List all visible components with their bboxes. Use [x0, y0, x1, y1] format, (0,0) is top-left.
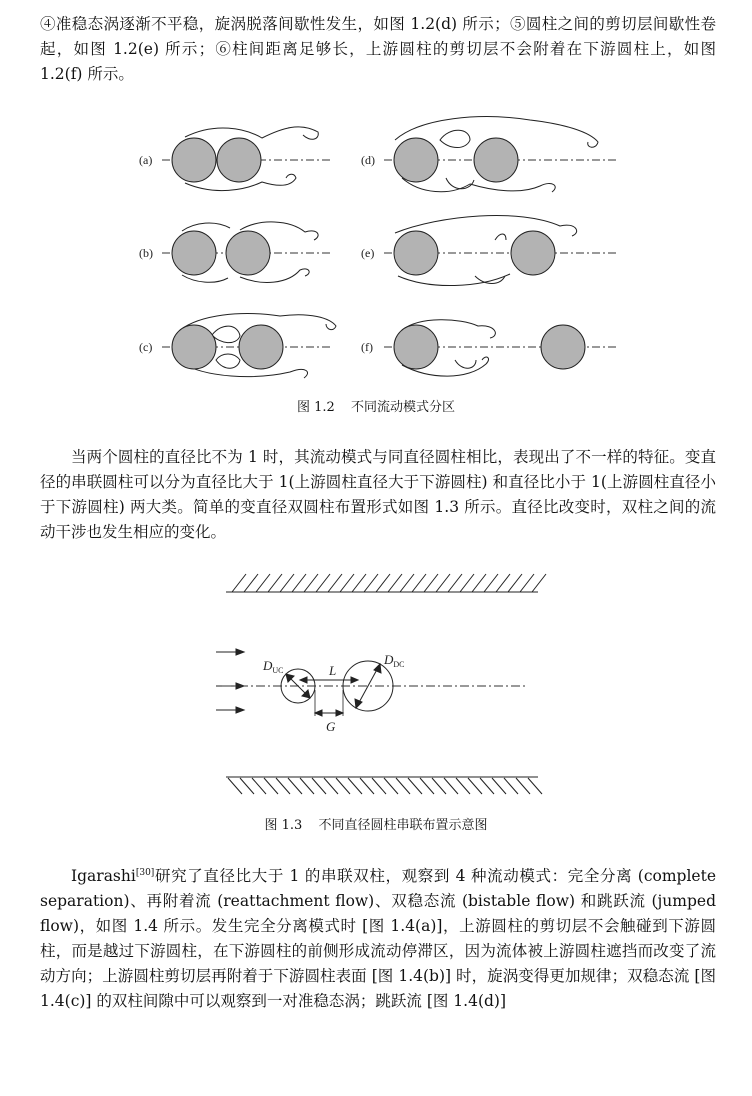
author-name: Igarashi: [71, 867, 136, 885]
figure-1-2-caption-number: 图 1.2: [297, 400, 335, 415]
panel-label-a: (a): [139, 153, 153, 167]
panel-label-d: (d): [361, 153, 375, 167]
figure-1-3-tandem-cylinders-diagram: [0, 570, 752, 805]
figure-1-3-caption-text: 不同直径圆柱串联布置示意图: [318, 818, 488, 833]
label-d-uc: $D_{UC}$: [263, 658, 284, 675]
paragraph-diameter-ratio: 当两个圆柱的直径比不为 1 时，其流动模式与同直径圆柱相比，表现出了不一样的特征。变直径的串联圆柱可以分为直径比大于 1(上游圆柱直径大于下游圆柱) 和直径比小于 1(上游圆柱直径小于下游圆柱) 两大类。简单的变直径双圆柱布置形式如图 1.3 所示。直径比改变时，双柱之间的流动干涉也发生相应的变化。: [40, 448, 716, 541]
figure-1-2-cylinders: [172, 138, 585, 369]
figure-1-2-flow-modes: [0, 110, 752, 390]
channel-walls: [226, 574, 546, 794]
figure-1-3-caption: [0, 817, 752, 835]
citation-30[interactable]: [30]: [135, 867, 155, 878]
label-d-dc: $D_{DC}$: [384, 652, 405, 669]
figure-1-2-caption: [0, 399, 752, 417]
figure-1-3-caption-number: 图 1.3: [264, 818, 303, 833]
paragraph-flow-modes-continued: ④准稳态涡逐渐不平稳，旋涡脱落间歇性发生，如图 1.2(d) 所示；⑤圆柱之间的剪切层间歇性卷起，如图 1.2(e) 所示；⑥柱间距离足够长，上游圆柱的剪切层不会附着在下游圆柱上，如图 1.2(f) 所示。: [40, 15, 716, 83]
paragraph-igarashi-text: 研究了直径比大于 1 的串联双柱，观察到 4 种流动模式：完全分离 (complete separation)、再附着流 (reattachment flow)、双稳态流 (bistable flow) 和跳跃流 (jumped flow)，如图 1.4 所示。发生完全分离模式时 [图 1.4(a)]，上游圆柱的剪切层不会触碰到下游圆柱，而是越过下游圆柱，在下游圆柱的前侧形成流动停滞区，因为流体被上游圆柱遮挡而改变了流动方向；上游圆柱剪切层再附着于下游圆柱表面 [图 1.4(b)] 时，旋涡变得更加规律；双稳态流 [图 1.4(c)] 的双柱间隙中可以观察到一对准稳态涡；跳跃流 [图 1.4(d)]: [40, 867, 716, 1010]
panel-label-e: (e): [361, 246, 375, 260]
label-g: G: [326, 719, 336, 734]
inflow-arrows: [216, 649, 244, 713]
panel-label-f: (f): [361, 340, 373, 354]
paragraph-igarashi: [40, 864, 716, 1014]
label-l: L: [329, 663, 337, 678]
panel-label-c: (c): [139, 340, 153, 354]
panel-label-b: (b): [139, 246, 153, 260]
figure-1-2-caption-text: 不同流动模式分区: [350, 400, 455, 415]
